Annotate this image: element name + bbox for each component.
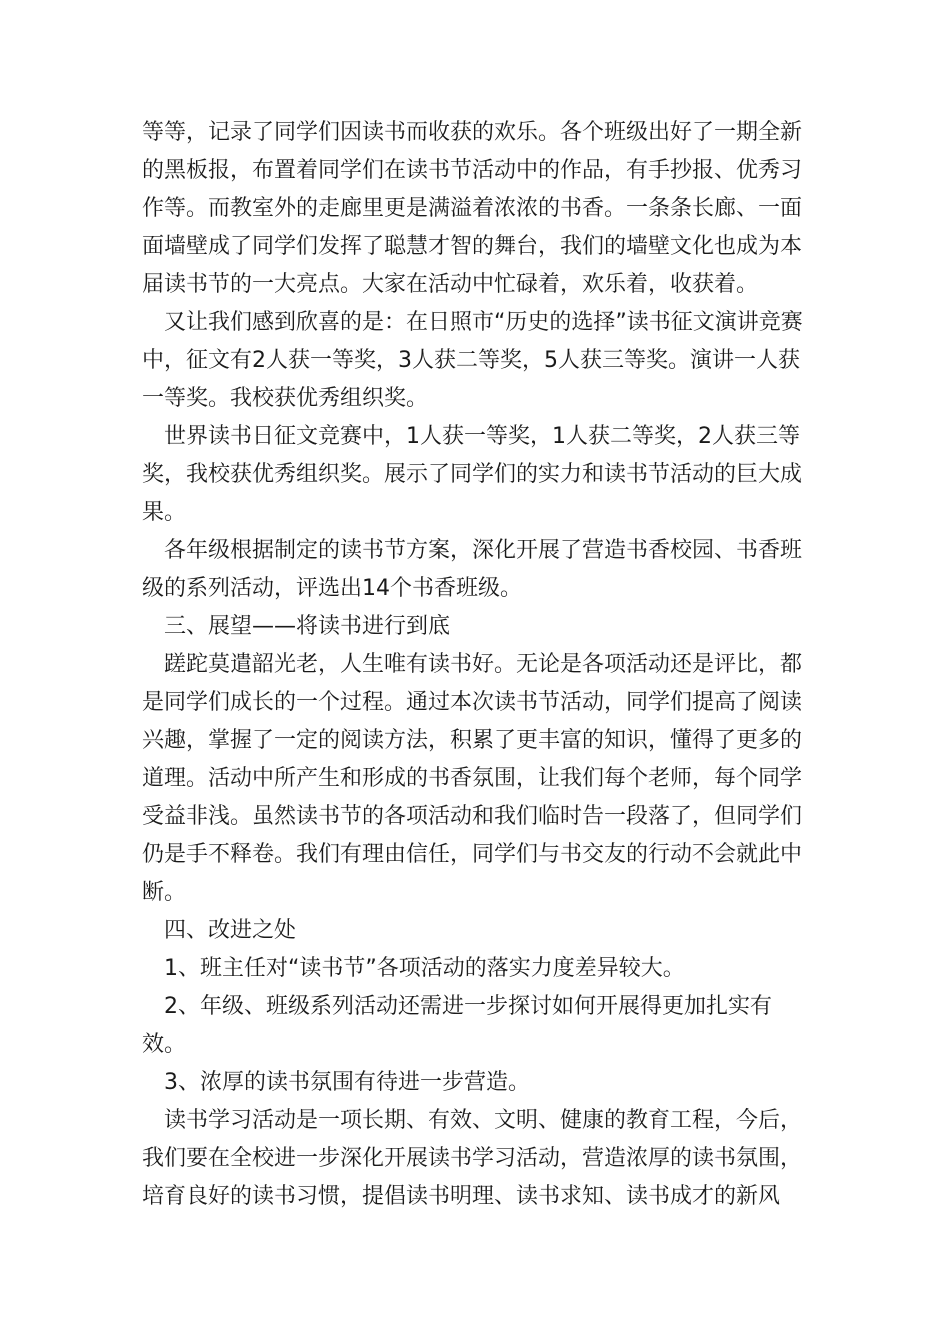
paragraph-closing: 读书学习活动是一项长期、有效、文明、健康的教育工程，今后，我们要在全校进一步深化开展读书学习活动，营造浓厚的读书氛围，培育良好的读书习惯，提倡读书明理、读书求知、读书成才的新风 — [142, 1108, 803, 1209]
list-item-improvement-3: 3、浓厚的读书氛围有待进一步营造。 — [164, 1070, 530, 1095]
document-body — [142, 114, 814, 1216]
paragraph-rizhao-contest: 又让我们感到欣喜的是：在日照市“历史的选择”读书征文演讲竞赛中，征文有2人获一等奖，3人获二等奖，5人获三等奖。演讲一人获一等奖。我校获优秀组织奖。 — [142, 310, 803, 411]
paragraph-wall-culture: 等等，记录了同学们因读书而收获的欢乐。各个班级出好了一期全新的黑板报，布置着同学们在读书节活动中的作品，有手抄报、优秀习作等。而教室外的走廊里更是满溢着浓浓的书香。一条条长廊、一面面墙壁成了同学们发挥了聪慧才智的舞台，我们的墙壁文化也成为本届读书节的一大亮点。大家在活动中忙碌着，欢乐着，收获着。 — [142, 120, 803, 297]
paragraph-world-book-day: 世界读书日征文竞赛中，1人获一等奖，1人获二等奖，2人获三等奖，我校获优秀组织奖。展示了同学们的实力和读书节活动的巨大成果。 — [142, 424, 803, 525]
list-item-improvement-2: 2、年级、班级系列活动还需进一步探讨如何开展得更加扎实有效。 — [142, 994, 772, 1057]
paragraph-book-classes: 各年级根据制定的读书节方案，深化开展了营造书香校园、书香班级的系列活动，评选出14个书香班级。 — [142, 538, 803, 601]
paragraph-outlook: 蹉跎莫遣韶光老，人生唯有读书好。无论是各项活动还是评比，都是同学们成长的一个过程。通过本次读书节活动，同学们提高了阅读兴趣，掌握了一定的阅读方法，积累了更丰富的知识，懂得了更多的道理。活动中所产生和形成的书香氛围，让我们每个老师，每个同学受益非浅。虽然读书节的各项活动和我们临时告一段落了，但同学们仍是手不释卷。我们有理由信任，同学们与书交友的行动不会就此中断。 — [142, 652, 803, 905]
section-three-heading: 三、展望——将读书进行到底 — [164, 614, 451, 639]
section-four-heading: 四、改进之处 — [164, 918, 297, 943]
list-item-improvement-1: 1、班主任对“读书节”各项活动的落实力度差异较大。 — [164, 956, 685, 981]
